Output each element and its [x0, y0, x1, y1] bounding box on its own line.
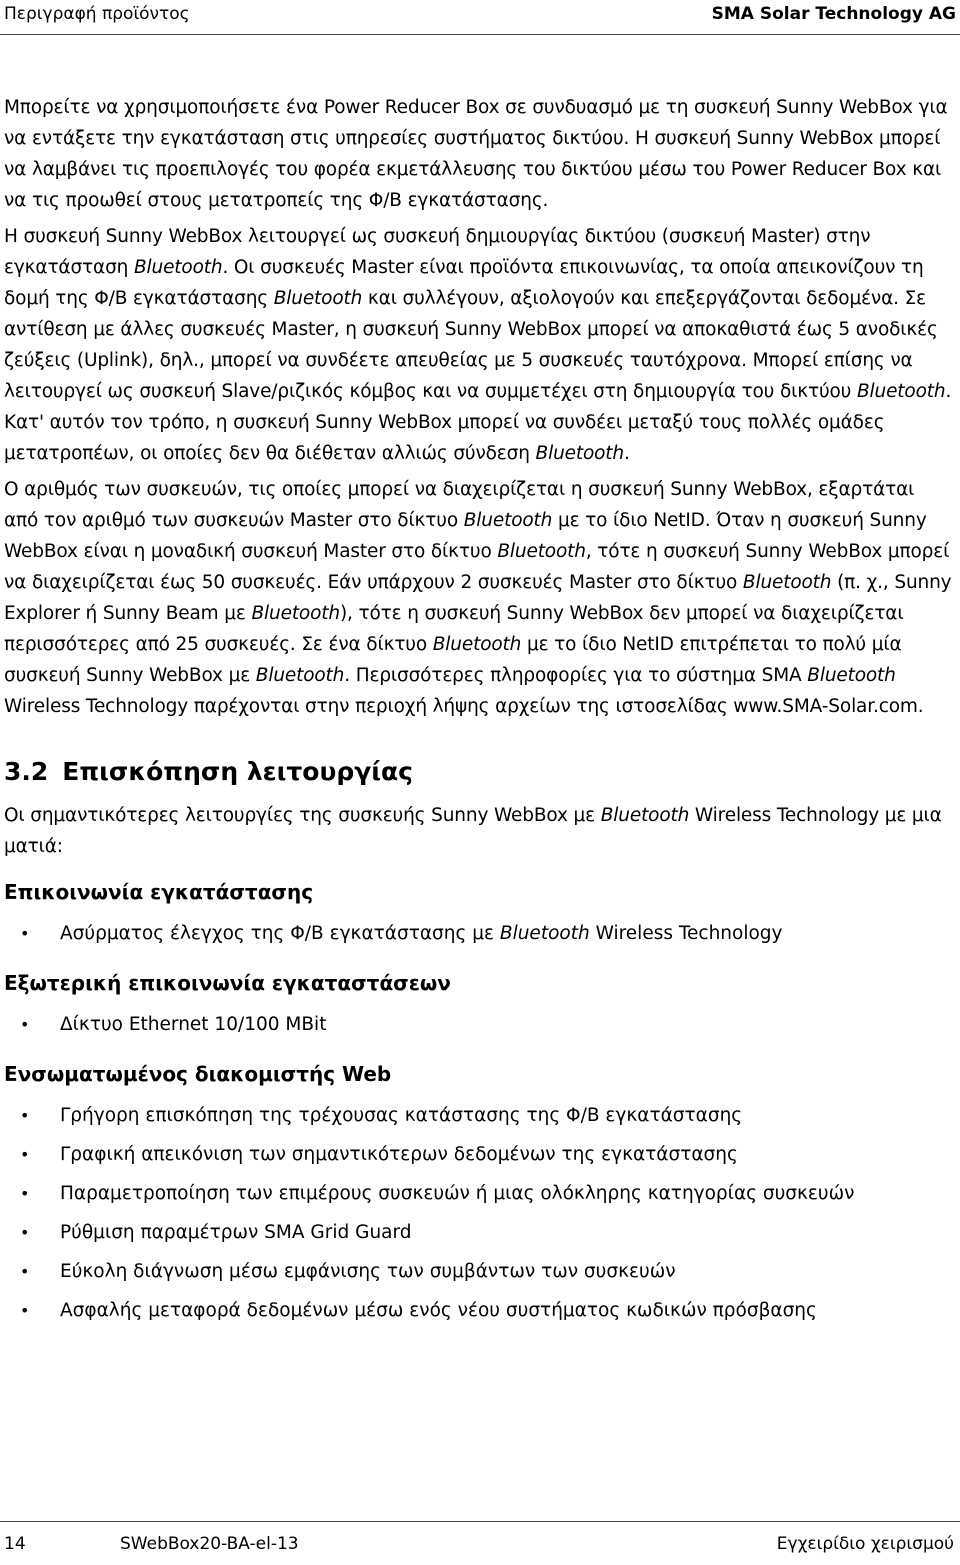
paragraph-master-device: [4, 221, 954, 469]
text-run: ), τότε η συσκευή Sunny WebBox δεν μπορεί να διαχειρίζεται περισσότερες από 25 συσκευές. Σε ένα δίκτυο: [4, 603, 904, 655]
text-run-italic: Bluetooth: [463, 510, 553, 531]
page-number: 14: [4, 1534, 26, 1554]
subsection-heading: Εξωτερική επικοινωνία εγκαταστάσεων: [4, 971, 451, 995]
list-item: [4, 1005, 954, 1044]
text-run: Wireless Technology με μια ματιά:: [4, 805, 942, 857]
text-run: και συλλέγουν, αξιολογούν και επεξεργάζονται δεδομένα. Σε αντίθεση με άλλες συσκευές Master, η συσκευή Sunny WebBox μπορεί να αποκαθιστά έως 5 ανοδικές ζεύξεις (Uplink), δηλ., μπορεί να συνδέετε απευθείας με 5 συσκευές ταυτόχρονα. Μπορεί επίσης να λειτουργεί ως συσκευή Slave/ριζικός κόμβος και να συμμετέχει στη δημιουργία του δικτύου: [4, 288, 938, 402]
section-heading: [4, 754, 954, 790]
text-run: Ασύρματος έλεγχος της Φ/Β εγκατάστασης με: [60, 923, 500, 944]
bullet-icon: •: [20, 1301, 30, 1320]
text-run: . Οι συσκευές Master είναι προϊόντα επικοινωνίας, τα οποία απεικονίζουν τη δομή της Φ/Β εγκατάστασης: [4, 257, 924, 309]
subsection-heading: Ενσωματωμένος διακομιστής Web: [4, 1062, 392, 1086]
text-run: Οι σημαντικότερες λειτουργίες της συσκευής Sunny WebBox με: [4, 805, 601, 826]
text-run-italic: Bluetooth: [600, 805, 690, 826]
bullet-list: [4, 1005, 954, 1044]
text-run: Ρύθμιση παραμέτρων SMA Grid Guard: [60, 1222, 412, 1243]
text-run-italic: Bluetooth: [535, 443, 624, 464]
text-run: (π. χ., Sunny Explorer ή Sunny Beam με: [4, 572, 952, 624]
section-intro: [4, 800, 954, 862]
text-run-italic: Bluetooth: [856, 381, 946, 402]
text-run-italic: Bluetooth: [255, 665, 345, 686]
document-title: Εγχειρίδιο χειρισμού: [776, 1534, 954, 1554]
bullet-icon: •: [20, 1106, 30, 1125]
bullet-icon: •: [20, 1015, 30, 1034]
list-item: [4, 1174, 954, 1213]
text-run: Γραφική απεικόνιση των σημαντικότερων δεδομένων της εγκατάστασης: [60, 1144, 738, 1165]
bullet-icon: •: [20, 1223, 30, 1242]
text-run: .: [624, 443, 630, 464]
text-run: Ασφαλής μεταφορά δεδομένων μέσω ενός νέου συστήματος κωδικών πρόσβασης: [60, 1300, 817, 1321]
section-title: Επισκόπηση λειτουργίας: [62, 757, 413, 786]
text-run-italic: Bluetooth: [432, 634, 522, 655]
text-run-italic: Bluetooth: [273, 288, 363, 309]
list-item: [4, 1213, 954, 1252]
text-run: Εύκολη διάγνωση μέσω εμφάνισης των συμβάντων των συσκευών: [60, 1261, 676, 1282]
page-content: [4, 92, 954, 1330]
list-item: [4, 1135, 954, 1174]
text-run: Η συσκευή Sunny WebBox λειτουργεί ως συσκευή δημιουργίας δικτύου (συσκευή Master) στην εγκατάσταση: [4, 226, 871, 278]
bullet-list: [4, 914, 954, 953]
text-run-italic: Bluetooth: [807, 665, 896, 686]
subsection-heading: Επικοινωνία εγκατάστασης: [4, 880, 314, 904]
paragraph-power-reducer: Μπορείτε να χρησιμοποιήσετε ένα Power Reducer Box σε συνδυασμό με τη συσκευή Sunny WebBox για να εντάξετε την εγκατάσταση στις υπηρεσίες συστήματος δικτύου. Η συσκευή Sunny WebBox μπορεί να λαμβάνει τις προεπιλογές του φορέα εκμετάλλευσης του δικτύου μέσω του Power Reducer Box και να τις προωθεί στους μετατροπείς της Φ/Β εγκατάστασης.: [4, 97, 948, 211]
bullet-icon: •: [20, 1184, 30, 1203]
list-item: [4, 1291, 954, 1330]
text-run-italic: Bluetooth: [251, 603, 340, 624]
page-header: [0, 0, 960, 35]
text-run-italic: Bluetooth: [742, 572, 832, 593]
text-run: Wireless Technology παρέχονται στην περιοχή λήψης αρχείων της ιστοσελίδας www.SMA-Solar.com.: [4, 696, 924, 717]
text-run: Ο αριθμός των συσκευών, τις οποίες μπορεί να διαχειρίζεται η συσκευή Sunny WebBox, εξαρτάται από τον αριθμό των συσκευών Master στο δίκτυο: [4, 479, 915, 531]
bullet-icon: •: [20, 924, 30, 943]
bullet-list: [4, 1096, 954, 1330]
text-run: με το ίδιο NetID επιτρέπεται το πολύ μία συσκευή Sunny WebBox με: [4, 634, 902, 686]
page-footer: [0, 1521, 960, 1565]
text-run-italic: Bluetooth: [499, 923, 590, 944]
header-company: SMA Solar Technology AG: [711, 4, 956, 24]
list-item: [4, 914, 954, 953]
header-chapter-title: Περιγραφή προϊόντος: [4, 4, 190, 24]
text-run: Wireless Technology: [589, 923, 783, 944]
text-run: . Περισσότερες πληροφορίες για το σύστημα SMA: [344, 665, 808, 686]
list-item: [4, 1096, 954, 1135]
text-run-italic: Bluetooth: [133, 257, 223, 278]
text-run: με το ίδιο NetID. Όταν η συσκευή Sunny WebBox είναι η μοναδική συσκευή Master στο δίκτυο: [4, 510, 927, 562]
text-run: , τότε η συσκευή Sunny WebBox μπορεί να διαχειρίζεται έως 50 συσκευές. Εάν υπάρχουν 2 συσκευές Master στο δίκτυο: [4, 541, 950, 593]
text-run: . Κατ' αυτόν τον τρόπο, η συσκευή Sunny WebBox μπορεί να συνδέει μεταξύ τους πολλές ομάδες μετατροπέων, οι οποίες δεν θα διέθεταν αλλιώς σύνδεση: [4, 381, 952, 464]
bullet-icon: •: [20, 1145, 30, 1164]
bullet-icon: •: [20, 1262, 30, 1281]
text-run: Γρήγορη επισκόπηση της τρέχουσας κατάστασης της Φ/Β εγκατάστασης: [60, 1105, 743, 1126]
list-item: [4, 1252, 954, 1291]
text-run-italic: Bluetooth: [497, 541, 586, 562]
paragraph-device-count: [4, 474, 954, 722]
text-run: Δίκτυο Ethernet 10/100 MBit: [60, 1014, 327, 1035]
feature-list: [4, 876, 954, 1330]
text-run: Παραμετροποίηση των επιμέρους συσκευών ή μιας ολόκληρης κατηγορίας συσκευών: [60, 1183, 855, 1204]
section-number: 3.2: [4, 757, 49, 786]
document-code: SWebBox20-BA-el-13: [120, 1534, 299, 1554]
